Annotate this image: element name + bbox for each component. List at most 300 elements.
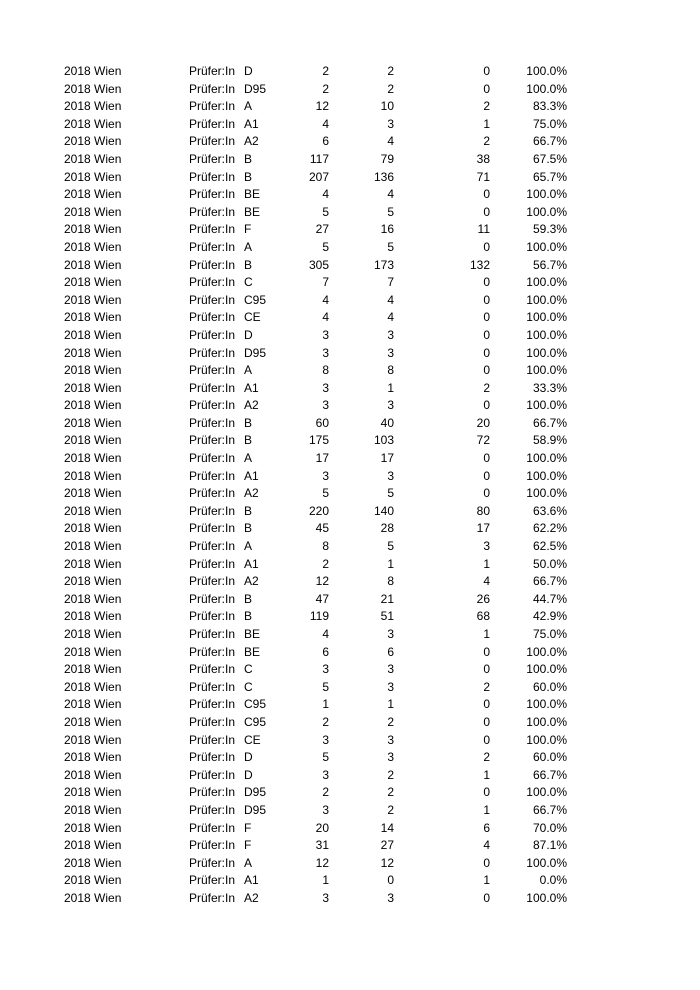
failed-count-cell: 0: [483, 855, 490, 870]
pass-rate-cell: 87.1%: [532, 838, 567, 853]
pass-rate-cell: 59.3%: [532, 222, 567, 237]
role-cell: Prüfer:In: [189, 521, 236, 536]
total-count-cell: 3: [322, 380, 329, 395]
table-row: [0, 292, 700, 310]
license-class-cell: A2: [244, 486, 259, 501]
failed-count-cell: 68: [476, 609, 490, 624]
role-cell: Prüfer:In: [189, 468, 236, 483]
total-count-cell: 2: [322, 81, 329, 96]
failed-count-cell: 0: [483, 486, 490, 501]
total-count-cell: 3: [322, 398, 329, 413]
failed-count-cell: 0: [483, 785, 490, 800]
total-count-cell: 5: [322, 679, 329, 694]
role-cell: Prüfer:In: [189, 662, 236, 677]
location-cell: 2018 Wien: [64, 116, 122, 131]
total-count-cell: 3: [322, 890, 329, 905]
pass-rate-cell: 100.0%: [526, 292, 567, 307]
role-cell: Prüfer:In: [189, 398, 236, 413]
location-cell: 2018 Wien: [64, 81, 122, 96]
total-count-cell: 3: [322, 468, 329, 483]
passed-count-cell: 5: [387, 239, 394, 254]
passed-count-cell: 3: [387, 750, 394, 765]
license-class-cell: D: [244, 64, 253, 78]
role-cell: Prüfer:In: [189, 714, 236, 729]
table-row: [0, 63, 700, 81]
role-cell: Prüfer:In: [189, 415, 236, 430]
role-cell: Prüfer:In: [189, 539, 236, 554]
location-cell: 2018 Wien: [64, 750, 122, 765]
table-row: [0, 468, 700, 486]
pass-rate-cell: 100.0%: [526, 785, 567, 800]
role-cell: Prüfer:In: [189, 187, 236, 202]
table-row: [0, 538, 700, 556]
table-row: [0, 503, 700, 521]
pass-rate-cell: 60.0%: [532, 750, 567, 765]
role-cell: Prüfer:In: [189, 292, 236, 307]
pass-rate-cell: 100.0%: [526, 239, 567, 254]
failed-count-cell: 2: [483, 750, 490, 765]
failed-count-cell: 2: [483, 380, 490, 395]
failed-count-cell: 72: [476, 433, 490, 448]
location-cell: 2018 Wien: [64, 521, 122, 536]
role-cell: Prüfer:In: [189, 732, 236, 747]
location-cell: 2018 Wien: [64, 820, 122, 835]
license-class-cell: B: [244, 609, 253, 624]
passed-count-cell: 79: [380, 151, 394, 166]
location-cell: 2018 Wien: [64, 714, 122, 729]
location-cell: 2018 Wien: [64, 697, 122, 712]
role-cell: Prüfer:In: [189, 838, 236, 853]
role-cell: Prüfer:In: [189, 679, 236, 694]
failed-count-cell: 1: [483, 767, 490, 782]
total-count-cell: 6: [322, 134, 329, 149]
pass-rate-cell: 100.0%: [526, 644, 567, 659]
pass-rate-cell: 50.0%: [532, 556, 567, 571]
role-cell: Prüfer:In: [189, 380, 236, 395]
role-cell: Prüfer:In: [189, 556, 236, 571]
pass-rate-cell: 67.5%: [532, 151, 567, 166]
role-cell: Prüfer:In: [189, 239, 236, 254]
table-row: [0, 415, 700, 433]
table-row: [0, 732, 700, 750]
location-cell: 2018 Wien: [64, 855, 122, 870]
location-cell: 2018 Wien: [64, 890, 122, 905]
table-row: [0, 133, 700, 151]
total-count-cell: 7: [322, 275, 329, 290]
license-class-cell: A: [244, 539, 253, 554]
passed-count-cell: 3: [387, 327, 394, 342]
passed-count-cell: 3: [387, 398, 394, 413]
failed-count-cell: 17: [476, 521, 490, 536]
pass-rate-cell: 100.0%: [526, 363, 567, 378]
license-class-cell: A1: [244, 556, 259, 571]
pass-rate-cell: 100.0%: [526, 468, 567, 483]
failed-count-cell: 0: [483, 187, 490, 202]
role-cell: Prüfer:In: [189, 609, 236, 624]
pass-rate-cell: 100.0%: [526, 890, 567, 905]
license-class-cell: D95: [244, 345, 267, 360]
passed-count-cell: 5: [387, 204, 394, 219]
pass-rate-cell: 100.0%: [526, 310, 567, 325]
total-count-cell: 3: [322, 767, 329, 782]
pass-rate-cell: 0.0%: [539, 873, 567, 888]
failed-count-cell: 0: [483, 327, 490, 342]
failed-count-cell: 20: [476, 415, 490, 430]
failed-count-cell: 0: [483, 732, 490, 747]
location-cell: 2018 Wien: [64, 310, 122, 325]
total-count-cell: 2: [322, 64, 329, 78]
license-class-cell: BE: [244, 187, 261, 202]
license-class-cell: BE: [244, 204, 261, 219]
location-cell: 2018 Wien: [64, 169, 122, 184]
role-cell: Prüfer:In: [189, 890, 236, 905]
license-class-cell: F: [244, 820, 252, 835]
passed-count-cell: 28: [380, 521, 394, 536]
pass-rate-cell: 66.7%: [532, 802, 567, 817]
failed-count-cell: 4: [483, 574, 490, 589]
location-cell: 2018 Wien: [64, 767, 122, 782]
role-cell: Prüfer:In: [189, 574, 236, 589]
location-cell: 2018 Wien: [64, 345, 122, 360]
pass-rate-cell: 100.0%: [526, 81, 567, 96]
location-cell: 2018 Wien: [64, 222, 122, 237]
failed-count-cell: 71: [476, 169, 490, 184]
license-class-cell: A: [244, 363, 253, 378]
license-class-cell: C: [244, 679, 253, 694]
license-class-cell: A1: [244, 380, 259, 395]
total-count-cell: 4: [322, 627, 329, 641]
license-class-cell: CE: [244, 732, 261, 747]
total-count-cell: 2: [322, 785, 329, 800]
total-count-cell: 60: [315, 415, 329, 430]
total-count-cell: 3: [322, 802, 329, 817]
table-row: [0, 890, 700, 908]
failed-count-cell: 80: [476, 503, 490, 518]
role-cell: Prüfer:In: [189, 820, 236, 835]
pass-rate-cell: 62.5%: [532, 539, 567, 554]
passed-count-cell: 173: [373, 257, 394, 272]
failed-count-cell: 0: [483, 239, 490, 254]
table-row: [0, 345, 700, 363]
table-row: [0, 327, 700, 345]
passed-count-cell: 21: [380, 591, 394, 606]
passed-count-cell: 3: [387, 468, 394, 483]
role-cell: Prüfer:In: [189, 486, 236, 501]
total-count-cell: 12: [315, 855, 329, 870]
table-row: [0, 257, 700, 275]
table-row: [0, 239, 700, 257]
role-cell: Prüfer:In: [189, 627, 236, 641]
total-count-cell: 4: [322, 116, 329, 131]
role-cell: Prüfer:In: [189, 855, 236, 870]
passed-count-cell: 2: [387, 767, 394, 782]
total-count-cell: 17: [315, 451, 329, 466]
pass-rate-cell: 60.0%: [532, 679, 567, 694]
pass-rate-cell: 56.7%: [532, 257, 567, 272]
passed-count-cell: 3: [387, 627, 394, 641]
pass-rate-cell: 58.9%: [532, 433, 567, 448]
location-cell: 2018 Wien: [64, 99, 122, 114]
license-class-cell: A: [244, 239, 253, 254]
role-cell: Prüfer:In: [189, 99, 236, 114]
passed-count-cell: 12: [380, 855, 394, 870]
license-class-cell: CE: [244, 310, 261, 325]
failed-count-cell: 0: [483, 451, 490, 466]
location-cell: 2018 Wien: [64, 785, 122, 800]
license-class-cell: C: [244, 275, 253, 290]
license-class-cell: A: [244, 451, 253, 466]
pass-rate-cell: 75.0%: [532, 627, 567, 641]
table-row: [0, 380, 700, 398]
role-cell: Prüfer:In: [189, 257, 236, 272]
license-class-cell: B: [244, 591, 253, 606]
table-row: [0, 872, 700, 890]
license-class-cell: F: [244, 222, 252, 237]
passed-count-cell: 2: [387, 714, 394, 729]
table-row: [0, 626, 700, 644]
passed-count-cell: 8: [387, 574, 394, 589]
role-cell: Prüfer:In: [189, 503, 236, 518]
role-cell: Prüfer:In: [189, 345, 236, 360]
role-cell: Prüfer:In: [189, 873, 236, 888]
pass-rate-cell: 75.0%: [532, 116, 567, 131]
passed-count-cell: 16: [380, 222, 394, 237]
total-count-cell: 2: [322, 714, 329, 729]
failed-count-cell: 1: [483, 556, 490, 571]
passed-count-cell: 136: [373, 169, 394, 184]
failed-count-cell: 2: [483, 134, 490, 149]
pass-rate-cell: 100.0%: [526, 204, 567, 219]
pass-rate-cell: 100.0%: [526, 345, 567, 360]
pass-rate-cell: 66.7%: [532, 134, 567, 149]
total-count-cell: 3: [322, 327, 329, 342]
role-cell: Prüfer:In: [189, 644, 236, 659]
pass-rate-cell: 100.0%: [526, 327, 567, 342]
pass-rate-cell: 44.7%: [532, 591, 567, 606]
location-cell: 2018 Wien: [64, 802, 122, 817]
role-cell: Prüfer:In: [189, 785, 236, 800]
location-cell: 2018 Wien: [64, 451, 122, 466]
table-row: [0, 661, 700, 679]
passed-count-cell: 6: [387, 644, 394, 659]
failed-count-cell: 132: [469, 257, 490, 272]
table-row: [0, 98, 700, 116]
license-class-cell: A1: [244, 468, 259, 483]
license-class-cell: A1: [244, 873, 259, 888]
table-row: [0, 485, 700, 503]
passed-count-cell: 1: [387, 556, 394, 571]
failed-count-cell: 2: [483, 679, 490, 694]
total-count-cell: 5: [322, 239, 329, 254]
license-class-cell: B: [244, 433, 253, 448]
pass-rate-cell: 100.0%: [526, 275, 567, 290]
total-count-cell: 119: [309, 609, 329, 624]
passed-count-cell: 3: [387, 662, 394, 677]
table-row: [0, 116, 700, 134]
pass-rate-cell: 100.0%: [526, 714, 567, 729]
location-cell: 2018 Wien: [64, 732, 122, 747]
location-cell: 2018 Wien: [64, 380, 122, 395]
total-count-cell: 1: [322, 697, 329, 712]
license-class-cell: F: [244, 838, 252, 853]
license-class-cell: D95: [244, 81, 267, 96]
table-row: [0, 749, 700, 767]
license-class-cell: B: [244, 151, 253, 166]
total-count-cell: 3: [322, 345, 329, 360]
total-count-cell: 45: [315, 521, 329, 536]
passed-count-cell: 10: [380, 99, 394, 114]
data-table: [0, 63, 700, 908]
passed-count-cell: 2: [387, 785, 394, 800]
table-row: [0, 855, 700, 873]
passed-count-cell: 3: [387, 732, 394, 747]
role-cell: Prüfer:In: [189, 697, 236, 712]
failed-count-cell: 0: [483, 204, 490, 219]
location-cell: 2018 Wien: [64, 151, 122, 166]
license-class-cell: B: [244, 415, 253, 430]
location-cell: 2018 Wien: [64, 433, 122, 448]
table-row: [0, 309, 700, 327]
location-cell: 2018 Wien: [64, 539, 122, 554]
failed-count-cell: 38: [476, 151, 490, 166]
total-count-cell: 27: [315, 222, 329, 237]
total-count-cell: 175: [308, 433, 329, 448]
role-cell: Prüfer:In: [189, 204, 236, 219]
total-count-cell: 220: [308, 503, 329, 518]
passed-count-cell: 3: [387, 890, 394, 905]
failed-count-cell: 11: [477, 222, 490, 237]
failed-count-cell: 0: [483, 468, 490, 483]
license-class-cell: C95: [244, 292, 267, 307]
location-cell: 2018 Wien: [64, 257, 122, 272]
license-class-cell: C95: [244, 697, 267, 712]
failed-count-cell: 0: [483, 363, 490, 378]
license-class-cell: A2: [244, 890, 259, 905]
role-cell: Prüfer:In: [189, 451, 236, 466]
total-count-cell: 207: [308, 169, 329, 184]
location-cell: 2018 Wien: [64, 239, 122, 254]
license-class-cell: C: [244, 662, 253, 677]
passed-count-cell: 5: [387, 539, 394, 554]
failed-count-cell: 26: [476, 591, 490, 606]
role-cell: Prüfer:In: [189, 169, 236, 184]
total-count-cell: 3: [322, 732, 329, 747]
passed-count-cell: 4: [387, 292, 394, 307]
table-row: [0, 151, 700, 169]
table-row: [0, 802, 700, 820]
total-count-cell: 20: [315, 820, 329, 835]
failed-count-cell: 1: [483, 873, 490, 888]
failed-count-cell: 0: [483, 81, 490, 96]
license-class-cell: B: [244, 169, 253, 184]
license-class-cell: D95: [244, 785, 267, 800]
pass-rate-cell: 100.0%: [526, 486, 567, 501]
passed-count-cell: 27: [380, 838, 394, 853]
table-row: [0, 714, 700, 732]
location-cell: 2018 Wien: [64, 134, 122, 149]
role-cell: Prüfer:In: [189, 591, 236, 606]
location-cell: 2018 Wien: [64, 662, 122, 677]
role-cell: Prüfer:In: [189, 310, 236, 325]
failed-count-cell: 0: [483, 398, 490, 413]
table-row: [0, 644, 700, 662]
failed-count-cell: 0: [483, 890, 490, 905]
passed-count-cell: 1: [387, 380, 394, 395]
total-count-cell: 47: [315, 591, 329, 606]
location-cell: 2018 Wien: [64, 204, 122, 219]
pass-rate-cell: 66.7%: [532, 767, 567, 782]
total-count-cell: 8: [322, 363, 329, 378]
license-class-cell: A1: [244, 116, 259, 131]
pass-rate-cell: 42.9%: [532, 609, 567, 624]
pass-rate-cell: 100.0%: [526, 662, 567, 677]
total-count-cell: 3: [322, 662, 329, 677]
table-row: [0, 397, 700, 415]
license-class-cell: A2: [244, 574, 259, 589]
table-row: [0, 362, 700, 380]
location-cell: 2018 Wien: [64, 398, 122, 413]
passed-count-cell: 4: [387, 187, 394, 202]
pass-rate-cell: 62.2%: [532, 521, 567, 536]
pass-rate-cell: 100.0%: [526, 398, 567, 413]
passed-count-cell: 4: [387, 134, 394, 149]
location-cell: 2018 Wien: [64, 838, 122, 853]
failed-count-cell: 0: [483, 310, 490, 325]
failed-count-cell: 6: [483, 820, 490, 835]
total-count-cell: 117: [309, 151, 329, 166]
table-row: [0, 520, 700, 538]
role-cell: Prüfer:In: [189, 363, 236, 378]
table-row: [0, 556, 700, 574]
role-cell: Prüfer:In: [189, 750, 236, 765]
total-count-cell: 2: [322, 556, 329, 571]
pass-rate-cell: 100.0%: [526, 855, 567, 870]
role-cell: Prüfer:In: [189, 275, 236, 290]
failed-count-cell: 0: [483, 697, 490, 712]
pass-rate-cell: 63.6%: [532, 503, 567, 518]
table-row: [0, 608, 700, 626]
location-cell: 2018 Wien: [64, 627, 122, 641]
table-row: [0, 169, 700, 187]
failed-count-cell: 0: [483, 292, 490, 307]
table-row: [0, 837, 700, 855]
license-class-cell: BE: [244, 644, 261, 659]
location-cell: 2018 Wien: [64, 873, 122, 888]
table-row: [0, 432, 700, 450]
location-cell: 2018 Wien: [64, 486, 122, 501]
location-cell: 2018 Wien: [64, 468, 122, 483]
license-class-cell: C95: [244, 714, 267, 729]
location-cell: 2018 Wien: [64, 64, 122, 78]
passed-count-cell: 2: [387, 64, 394, 78]
passed-count-cell: 0: [387, 873, 394, 888]
passed-count-cell: 17: [380, 451, 394, 466]
total-count-cell: 8: [322, 539, 329, 554]
license-class-cell: D: [244, 327, 253, 342]
failed-count-cell: 2: [483, 99, 490, 114]
license-class-cell: BE: [244, 627, 261, 641]
table-row: [0, 186, 700, 204]
table-row: [0, 820, 700, 838]
total-count-cell: 4: [322, 292, 329, 307]
pass-rate-cell: 70.0%: [532, 820, 567, 835]
total-count-cell: 4: [322, 187, 329, 202]
location-cell: 2018 Wien: [64, 679, 122, 694]
failed-count-cell: 3: [483, 539, 490, 554]
failed-count-cell: 1: [483, 802, 490, 817]
table-row: [0, 573, 700, 591]
passed-count-cell: 2: [387, 802, 394, 817]
